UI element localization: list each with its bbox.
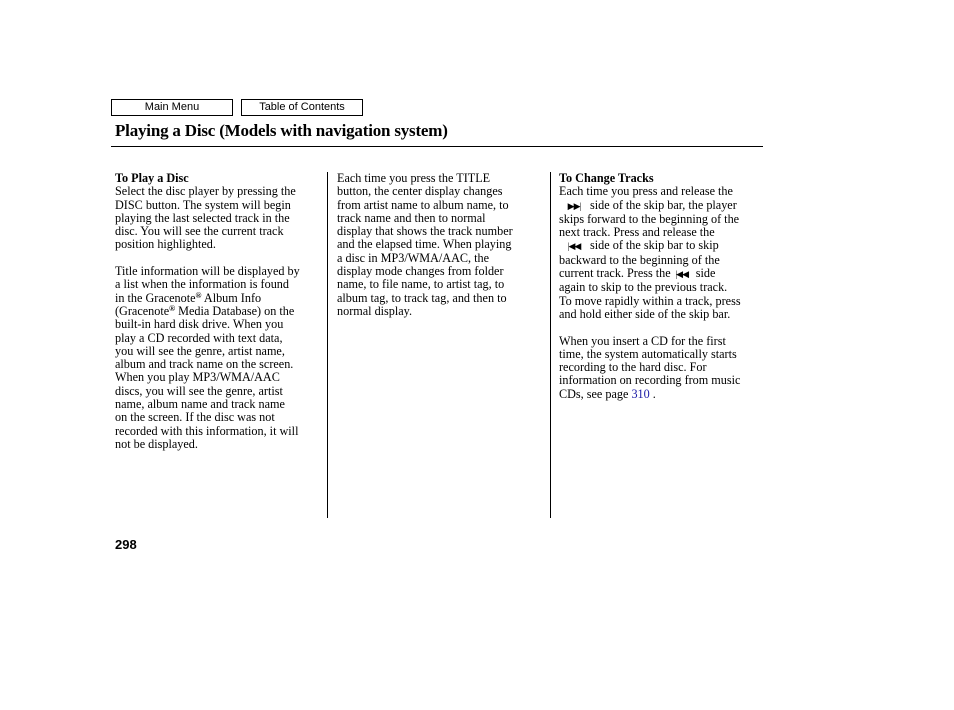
text-line: backward to the beginning of the (559, 252, 720, 267)
text-line: skips forward to the beginning of the (559, 211, 740, 226)
text-line: DISC button. The system will begin (115, 197, 291, 212)
paragraph-title-button (337, 172, 542, 318)
paragraph-change-tracks (559, 172, 765, 321)
text-line: Each time you press the TITLE (337, 171, 491, 185)
text-fragment: (Gracenote (115, 303, 170, 318)
text-line: display mode changes from folder (337, 264, 504, 279)
title-divider (111, 146, 763, 147)
text-line: discs, you will see the genre, artist (115, 383, 283, 398)
text-fragment: side of the skip bar to skip (587, 238, 719, 253)
column-change-tracks (559, 172, 765, 401)
registered-mark: ® (195, 290, 202, 300)
text-line (559, 267, 765, 281)
text-fragment: in the Gracenote (115, 290, 196, 305)
text-line: again to skip to the previous track. (559, 280, 728, 295)
text-line: built-in hard disk drive. When you (115, 317, 284, 332)
skip-forward-icon: ▶▶| (567, 200, 581, 211)
text-line: recording to the hard disc. For (559, 360, 707, 375)
text-line (559, 199, 765, 213)
section-heading-play-disc: To Play a Disc (115, 171, 189, 185)
text-line: button, the center display changes (337, 184, 503, 199)
text-line: play a CD recorded with text data, (115, 330, 283, 345)
column-divider (327, 172, 328, 518)
text-fragment: Album Info (201, 290, 262, 305)
text-line: information on recording from music (559, 373, 741, 388)
text-line: not be displayed. (115, 436, 198, 451)
page-reference-link[interactable]: 310 (631, 386, 650, 401)
text-line (559, 388, 765, 401)
text-line: you will see the genre, artist name, (115, 343, 285, 358)
skip-back-icon: |◀◀ (675, 269, 689, 280)
text-line: time, the system automatically starts (559, 346, 737, 361)
column-title-button (337, 172, 542, 318)
text-line: next track. Press and release the (559, 225, 715, 240)
text-line: on the screen. If the disc was not (115, 410, 275, 425)
paragraph-select-disc (115, 172, 327, 252)
text-line: When you insert a CD for the first (559, 333, 726, 348)
text-line: When you play MP3/WMA/AAC (115, 370, 280, 385)
text-line: and the elapsed time. When playing (337, 237, 512, 252)
text-line (115, 305, 327, 318)
text-fragment: side (692, 266, 716, 281)
text-fragment: Media Database) on the (175, 303, 295, 318)
text-line: To move rapidly within a track, press (559, 293, 741, 308)
text-fragment: CDs, see page (559, 386, 632, 401)
text-fragment: side of the skip bar, the player (587, 197, 737, 212)
skip-back-icon: |◀◀ (567, 241, 581, 252)
text-fragment: . (649, 386, 656, 401)
text-line: a list when the information is found (115, 277, 289, 292)
text-line: and hold either side of the skip bar. (559, 306, 731, 321)
registered-mark: ® (169, 303, 176, 313)
page-number: 298 (115, 537, 137, 552)
text-line: normal display. (337, 303, 413, 318)
text-line: Title information will be displayed by (115, 264, 300, 279)
text-line: album and track name on the screen. (115, 357, 294, 372)
text-line: display that shows the track number (337, 224, 513, 239)
text-line: playing the last selected track in the (115, 210, 290, 225)
column-divider (550, 172, 551, 518)
page-title: Playing a Disc (Models with navigation system) (115, 121, 448, 140)
text-line: track name and then to normal (337, 210, 486, 225)
text-line: Select the disc player by pressing the (115, 184, 296, 199)
text-line: a disc in MP3/WMA/AAC, the (337, 250, 489, 265)
table-of-contents-button[interactable]: Table of Contents (241, 99, 363, 116)
text-line: album tag, to track tag, and then to (337, 290, 507, 305)
text-fragment: current track. Press the (559, 266, 671, 281)
text-line: name, album name and track name (115, 397, 285, 412)
text-line (559, 239, 765, 253)
column-play-disc (115, 172, 327, 451)
text-line: name, to file name, to artist tag, to (337, 277, 505, 292)
text-line (115, 292, 327, 305)
text-line: disc. You will see the current track (115, 224, 284, 239)
paragraph-auto-recording (559, 335, 765, 401)
text-line: from artist name to album name, to (337, 197, 509, 212)
text-line: recorded with this information, it will (115, 423, 299, 438)
text-line: Each time you press and release the (559, 184, 733, 199)
text-line: position highlighted. (115, 237, 216, 252)
paragraph-title-information (115, 265, 327, 451)
main-menu-button[interactable]: Main Menu (111, 99, 233, 116)
section-heading-change-tracks: To Change Tracks (559, 171, 654, 185)
